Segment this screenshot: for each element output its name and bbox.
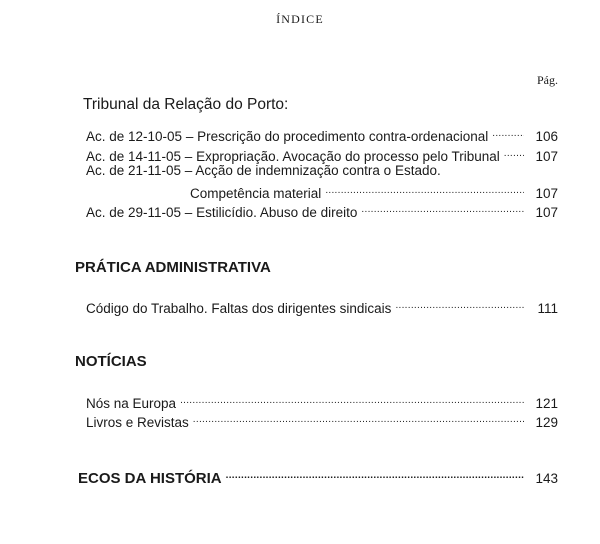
toc-entry-text: Livros e Revistas	[86, 415, 189, 430]
toc-entry-text: Ac. de 14-11-05 – Expropriação. Avocação do processo pelo Tribunal	[86, 149, 500, 164]
toc-entry-text: Ac. de 29-11-05 – Estilicídio. Abuso de direito	[86, 205, 358, 220]
toc-entry-ecos[interactable]	[78, 466, 558, 487]
toc-entry-text: Ac. de 12-10-05 – Prescrição do procedimento contra-ordenacional	[86, 129, 489, 144]
dot-leader	[504, 144, 524, 161]
dot-leader	[325, 181, 524, 198]
section-heading-noticias: NOTÍCIAS	[75, 353, 147, 370]
toc-entry-page: 143	[535, 471, 558, 486]
toc-entry[interactable]	[86, 200, 558, 220]
toc-entry-text: Código do Trabalho. Faltas dos dirigentes sindicais	[86, 301, 392, 316]
dot-leader	[193, 410, 524, 427]
toc-entry-text: Competência material	[190, 186, 322, 201]
dot-leader	[492, 124, 524, 141]
toc-entry-page: 121	[535, 396, 558, 411]
toc-entry-page: 107	[535, 205, 558, 220]
toc-entry-page: 129	[535, 415, 558, 430]
toc-entry[interactable]	[86, 296, 558, 316]
dot-leader	[180, 391, 524, 408]
page-column-label: Pág.	[537, 73, 558, 87]
page-title: ÍNDICE	[276, 12, 324, 26]
dot-leader	[361, 200, 524, 217]
toc-entry-page: 107	[535, 149, 558, 164]
toc-entry[interactable]	[86, 410, 558, 430]
section-heading-ecos: ECOS DA HISTÓRIA	[78, 470, 222, 487]
toc-entry-page: 107	[535, 186, 558, 201]
toc-entry-page: 111	[537, 301, 558, 316]
toc-entry-page: 106	[535, 129, 558, 144]
toc-entry[interactable]	[86, 144, 558, 164]
dot-leader	[226, 466, 524, 483]
toc-entry-text: Ac. de 21-11-05 – Acção de indemnização contra o Estado.	[86, 163, 441, 178]
section-title-tribunal: Tribunal da Relação do Porto:	[83, 96, 289, 113]
toc-entry[interactable]	[86, 124, 558, 144]
dot-leader	[395, 296, 524, 313]
section-heading-pratica: PRÁTICA ADMINISTRATIVA	[75, 259, 271, 276]
toc-entry[interactable]	[86, 391, 558, 411]
toc-entry-continuation[interactable]	[190, 181, 558, 201]
toc-entry[interactable]	[86, 163, 558, 180]
toc-entry-text: Nós na Europa	[86, 396, 177, 411]
